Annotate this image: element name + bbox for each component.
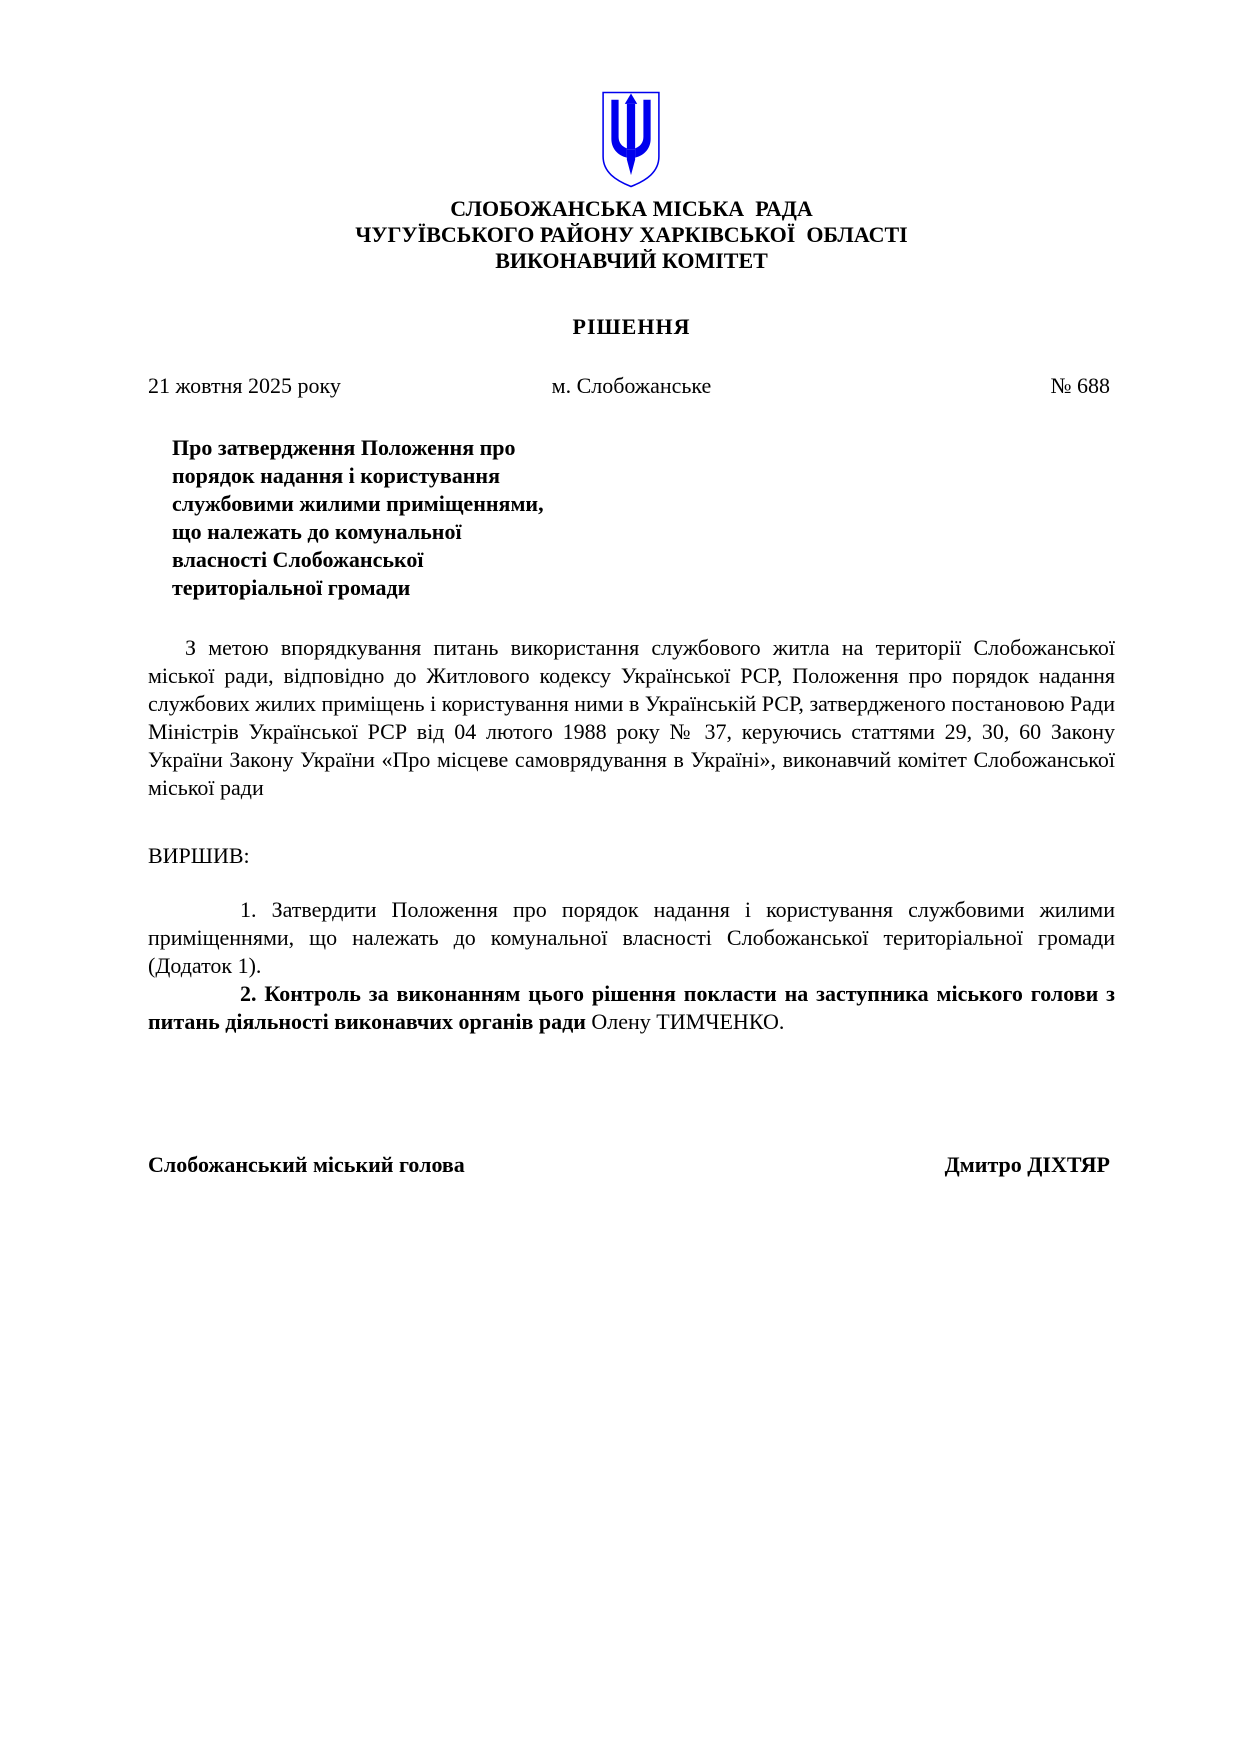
item-2-regular-text: Олену ТИМЧЕНКО. xyxy=(591,1009,785,1034)
subject-line: територіальної громади xyxy=(172,575,411,600)
item-1: 1. Затвердити Положення про порядок надання і користування службовими жилими приміщеннями, що належать до комунальної власності Слобожанської територіальної громади (Додаток 1). xyxy=(148,897,1115,978)
doc-date: 21 жовтня 2025 року xyxy=(148,373,341,398)
tryzub-emblem-svg xyxy=(600,90,662,190)
decision-items xyxy=(148,896,1115,1036)
subject-line: службовими жилими приміщеннями, xyxy=(172,491,544,516)
subject-line: що належать до комунальної xyxy=(172,519,462,544)
item-2 xyxy=(148,980,1115,1036)
doc-subject xyxy=(172,434,642,602)
org-name-line-3: ВИКОНАВЧИЙ КОМІТЕТ xyxy=(495,248,768,273)
resolved-label: ВИРШИВ: xyxy=(148,843,250,868)
signature-title: Слобожанський міський голова xyxy=(148,1152,465,1177)
subject-line: власності Слобожанської xyxy=(172,547,424,572)
doc-place: м. Слобожанське xyxy=(551,373,712,398)
signature-row xyxy=(148,1152,1115,1178)
org-name-line-1: СЛОБОЖАНСЬКА МІСЬКА РАДА xyxy=(450,196,813,221)
org-name-line-2: ЧУГУЇВСЬКОГО РАЙОНУ ХАРКІВСЬКОЇ ОБЛАСТІ xyxy=(355,222,908,247)
subject-line: Про затвердження Положення про xyxy=(172,435,516,460)
org-header xyxy=(148,196,1115,274)
signature-name: Дмитро ДІХТЯР xyxy=(944,1152,1110,1177)
doc-type-title: РІШЕННЯ xyxy=(572,314,691,339)
doc-number: № 688 xyxy=(1050,373,1110,398)
item-2-bold-text: 2. Контроль за виконанням цього рішення покласти на заступника міського голови з питань діяльності виконавчих органів ради xyxy=(148,981,1115,1034)
subject-line: порядок надання і користування xyxy=(172,463,501,488)
tryzub-emblem-icon xyxy=(600,90,662,190)
preamble-paragraph: З метою впорядкування питань використання службового житла на території Слобожанської міської ради, відповідно до Житлового кодексу Української РСР, Положення про порядок надання службових жилих приміщень і користування ними в Українській РСР, затвердженого постановою Ради Міністрів Української РСР від 04 лютого 1988 року № 37, керуючись статтями 29, 30, 60 Закону України Закону України «Про місцеве самоврядування в Україні», виконавчий комітет Слобожанської міської ради xyxy=(148,635,1115,800)
